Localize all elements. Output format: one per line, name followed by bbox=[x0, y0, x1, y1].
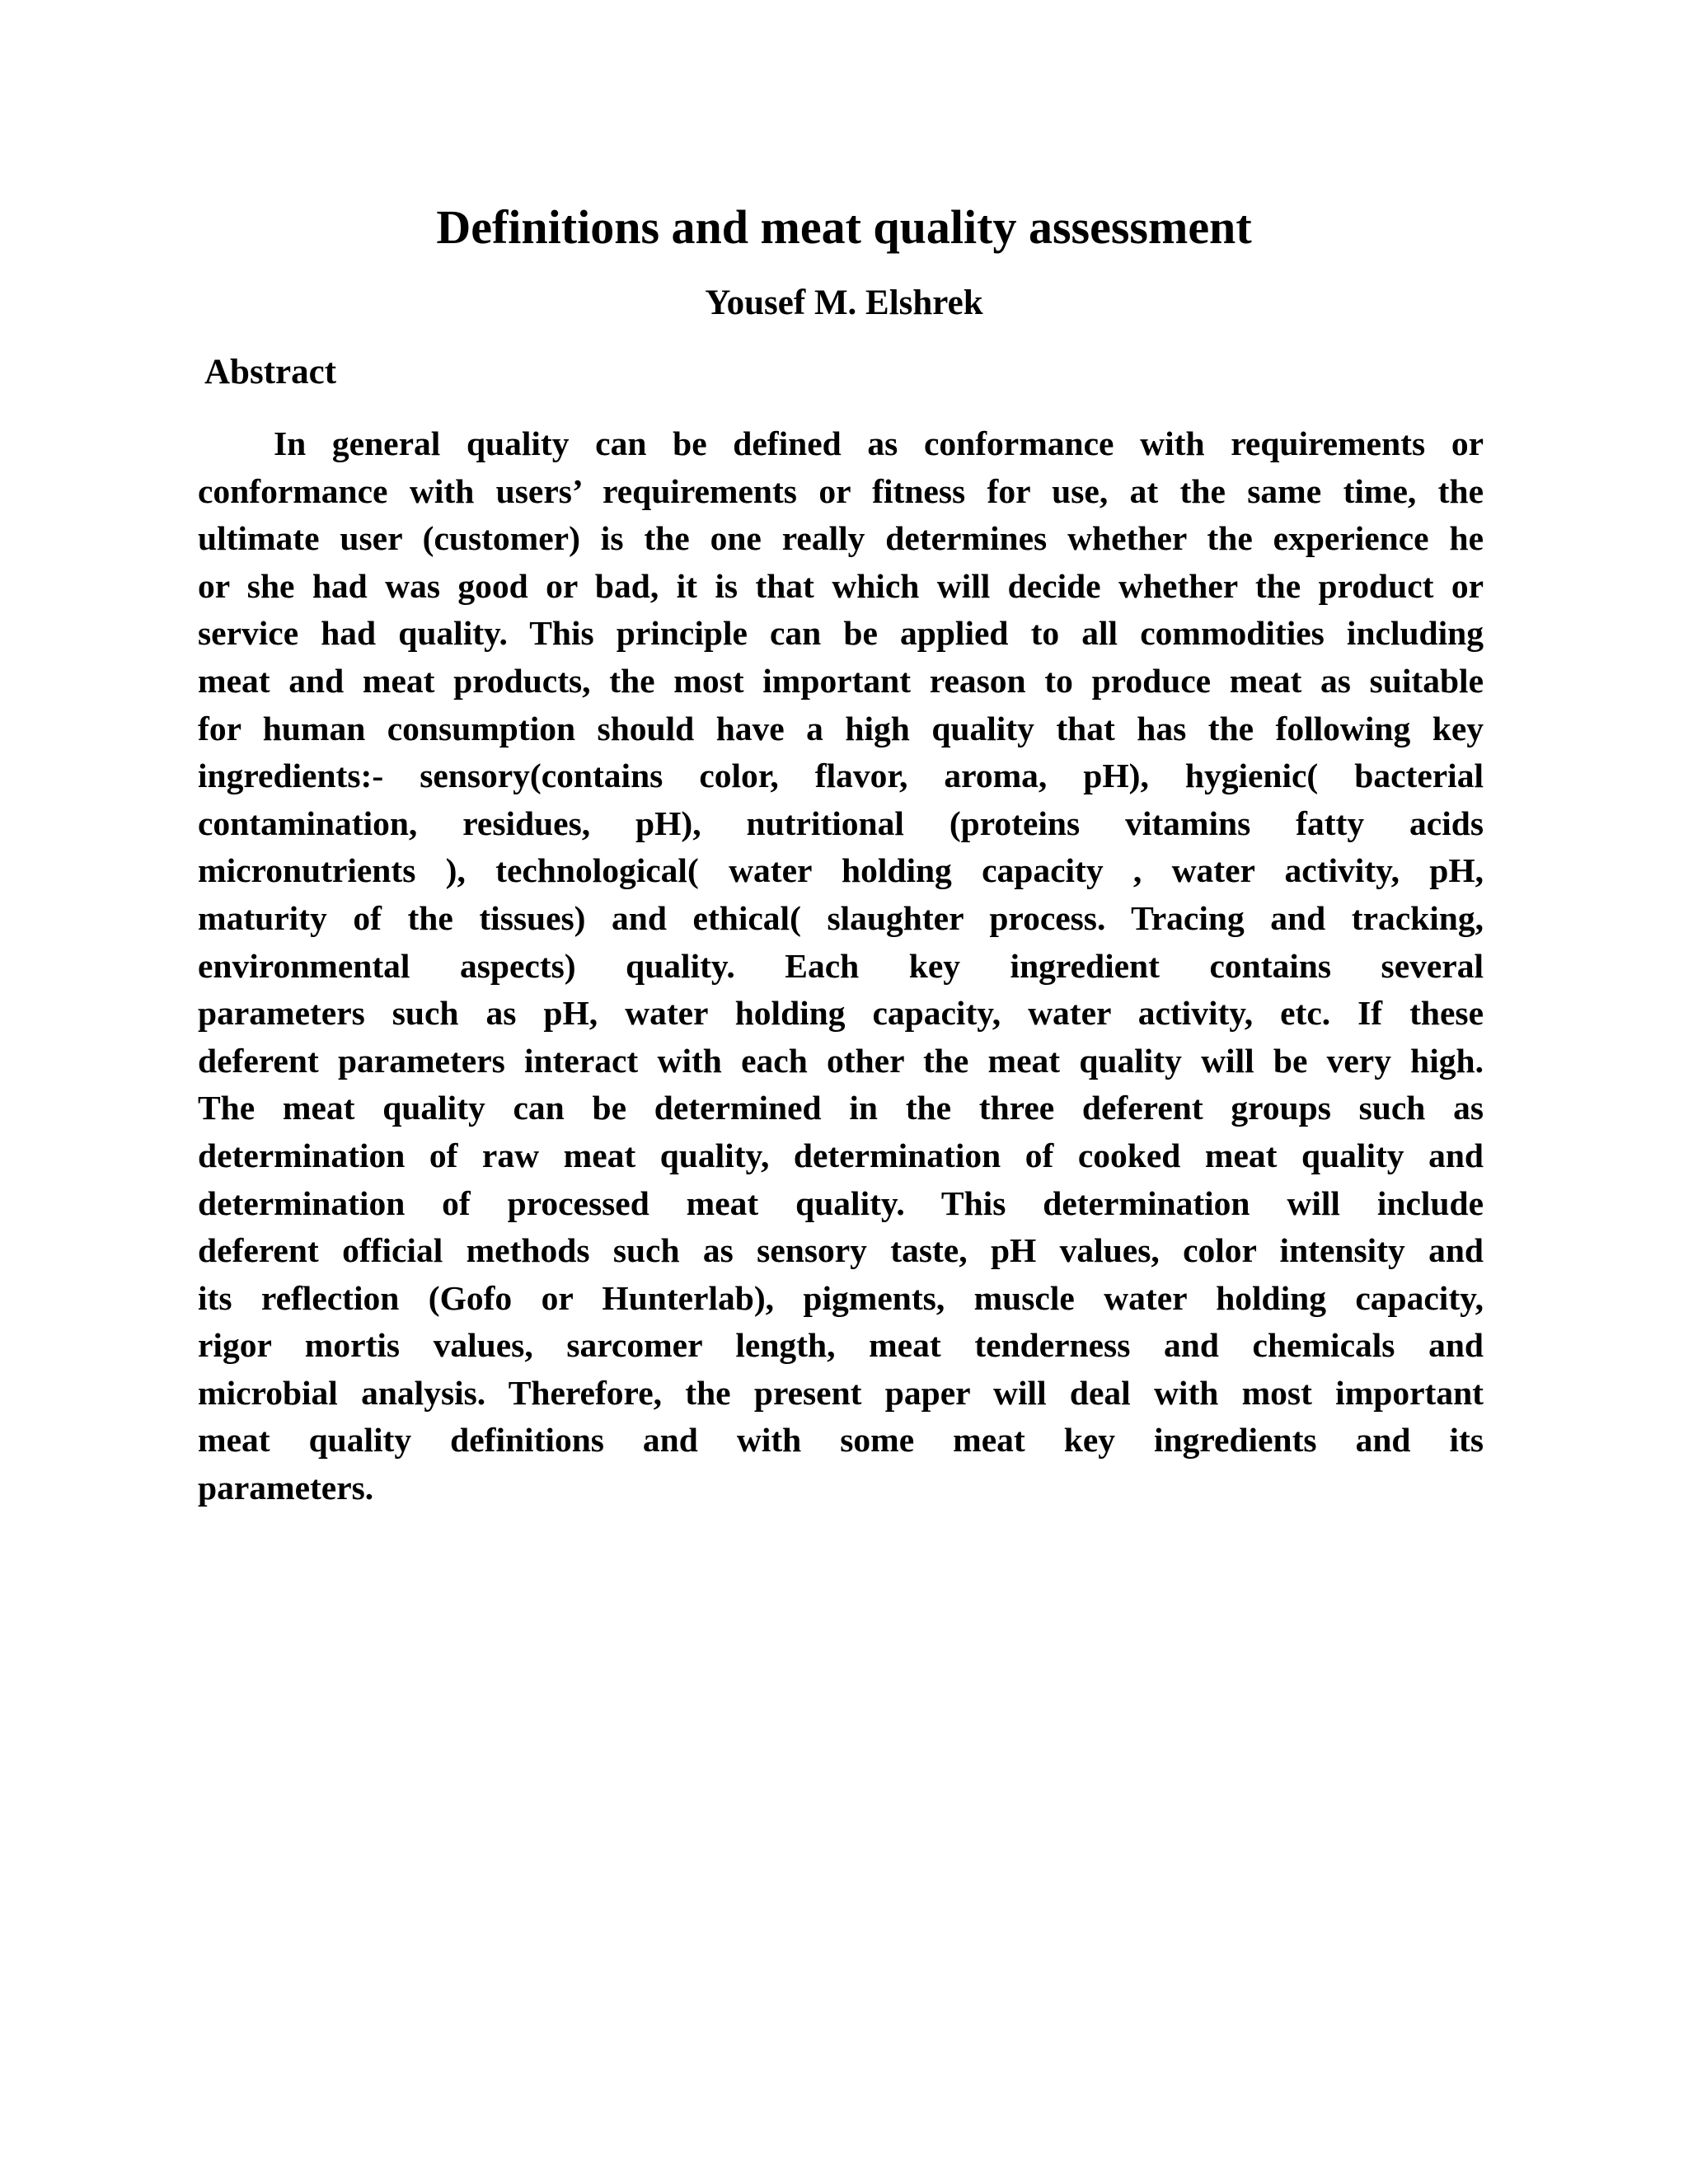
abstract-line: The meat quality can be determined in the three deferent groups such as bbox=[198, 1089, 1484, 1127]
abstract-line: for human consumption should have a high quality that has the following key bbox=[198, 709, 1484, 748]
abstract-line: ingredients:- sensory(contains color, flavor, aroma, pH), hygienic( bacterial bbox=[198, 757, 1484, 795]
author-name: Yousef M. Elshrek bbox=[705, 284, 983, 322]
abstract-line: or she had was good or bad, it is that which will decide whether the product or bbox=[198, 566, 1484, 605]
abstract-line: meat and meat products, the most important reason to produce meat as suitable bbox=[198, 661, 1484, 700]
abstract-line: micronutrients ), technological( water holding capacity , water activity, pH, bbox=[198, 851, 1484, 890]
abstract-line: determination of processed meat quality. This determination will include bbox=[198, 1183, 1484, 1222]
abstract-body bbox=[198, 420, 1484, 1512]
abstract-line: deferent parameters interact with each other the meat quality will be very high. bbox=[198, 1041, 1484, 1080]
abstract-line: conformance with users’ requirements or fitness for use, at the same time, the bbox=[198, 471, 1484, 510]
abstract-line: maturity of the tissues) and ethical( slaughter process. Tracing and tracking, bbox=[198, 898, 1484, 937]
abstract-line: microbial analysis. Therefore, the present paper will deal with most important bbox=[198, 1373, 1484, 1412]
abstract-heading: Abstract bbox=[204, 353, 337, 391]
abstract-line: parameters. bbox=[198, 1469, 374, 1507]
abstract-line: rigor mortis values, sarcomer length, meat tenderness and chemicals and bbox=[198, 1326, 1484, 1365]
abstract-line: deferent official methods such as sensory taste, pH values, color intensity and bbox=[198, 1231, 1484, 1270]
paper-title: Definitions and meat quality assessment bbox=[436, 200, 1252, 254]
abstract-line: parameters such as pH, water holding capacity, water activity, etc. If these bbox=[198, 994, 1484, 1033]
abstract-line: its reflection (Gofo or Hunterlab), pigments, muscle water holding capacity, bbox=[198, 1278, 1484, 1317]
abstract-line: environmental aspects) quality. Each key ingredient contains several bbox=[198, 946, 1484, 985]
abstract-line: In general quality can be defined as conformance with requirements or bbox=[274, 424, 1484, 462]
abstract-line: meat quality definitions and with some meat key ingredients and its bbox=[198, 1421, 1484, 1460]
abstract-line: ultimate user (customer) is the one really determines whether the experience he bbox=[198, 519, 1484, 558]
abstract-line: determination of raw meat quality, determination of cooked meat quality and bbox=[198, 1136, 1484, 1174]
abstract-line: contamination, residues, pH), nutritional (proteins vitamins fatty acids bbox=[198, 804, 1484, 842]
abstract-line: service had quality. This principle can be applied to all commodities including bbox=[198, 614, 1484, 653]
